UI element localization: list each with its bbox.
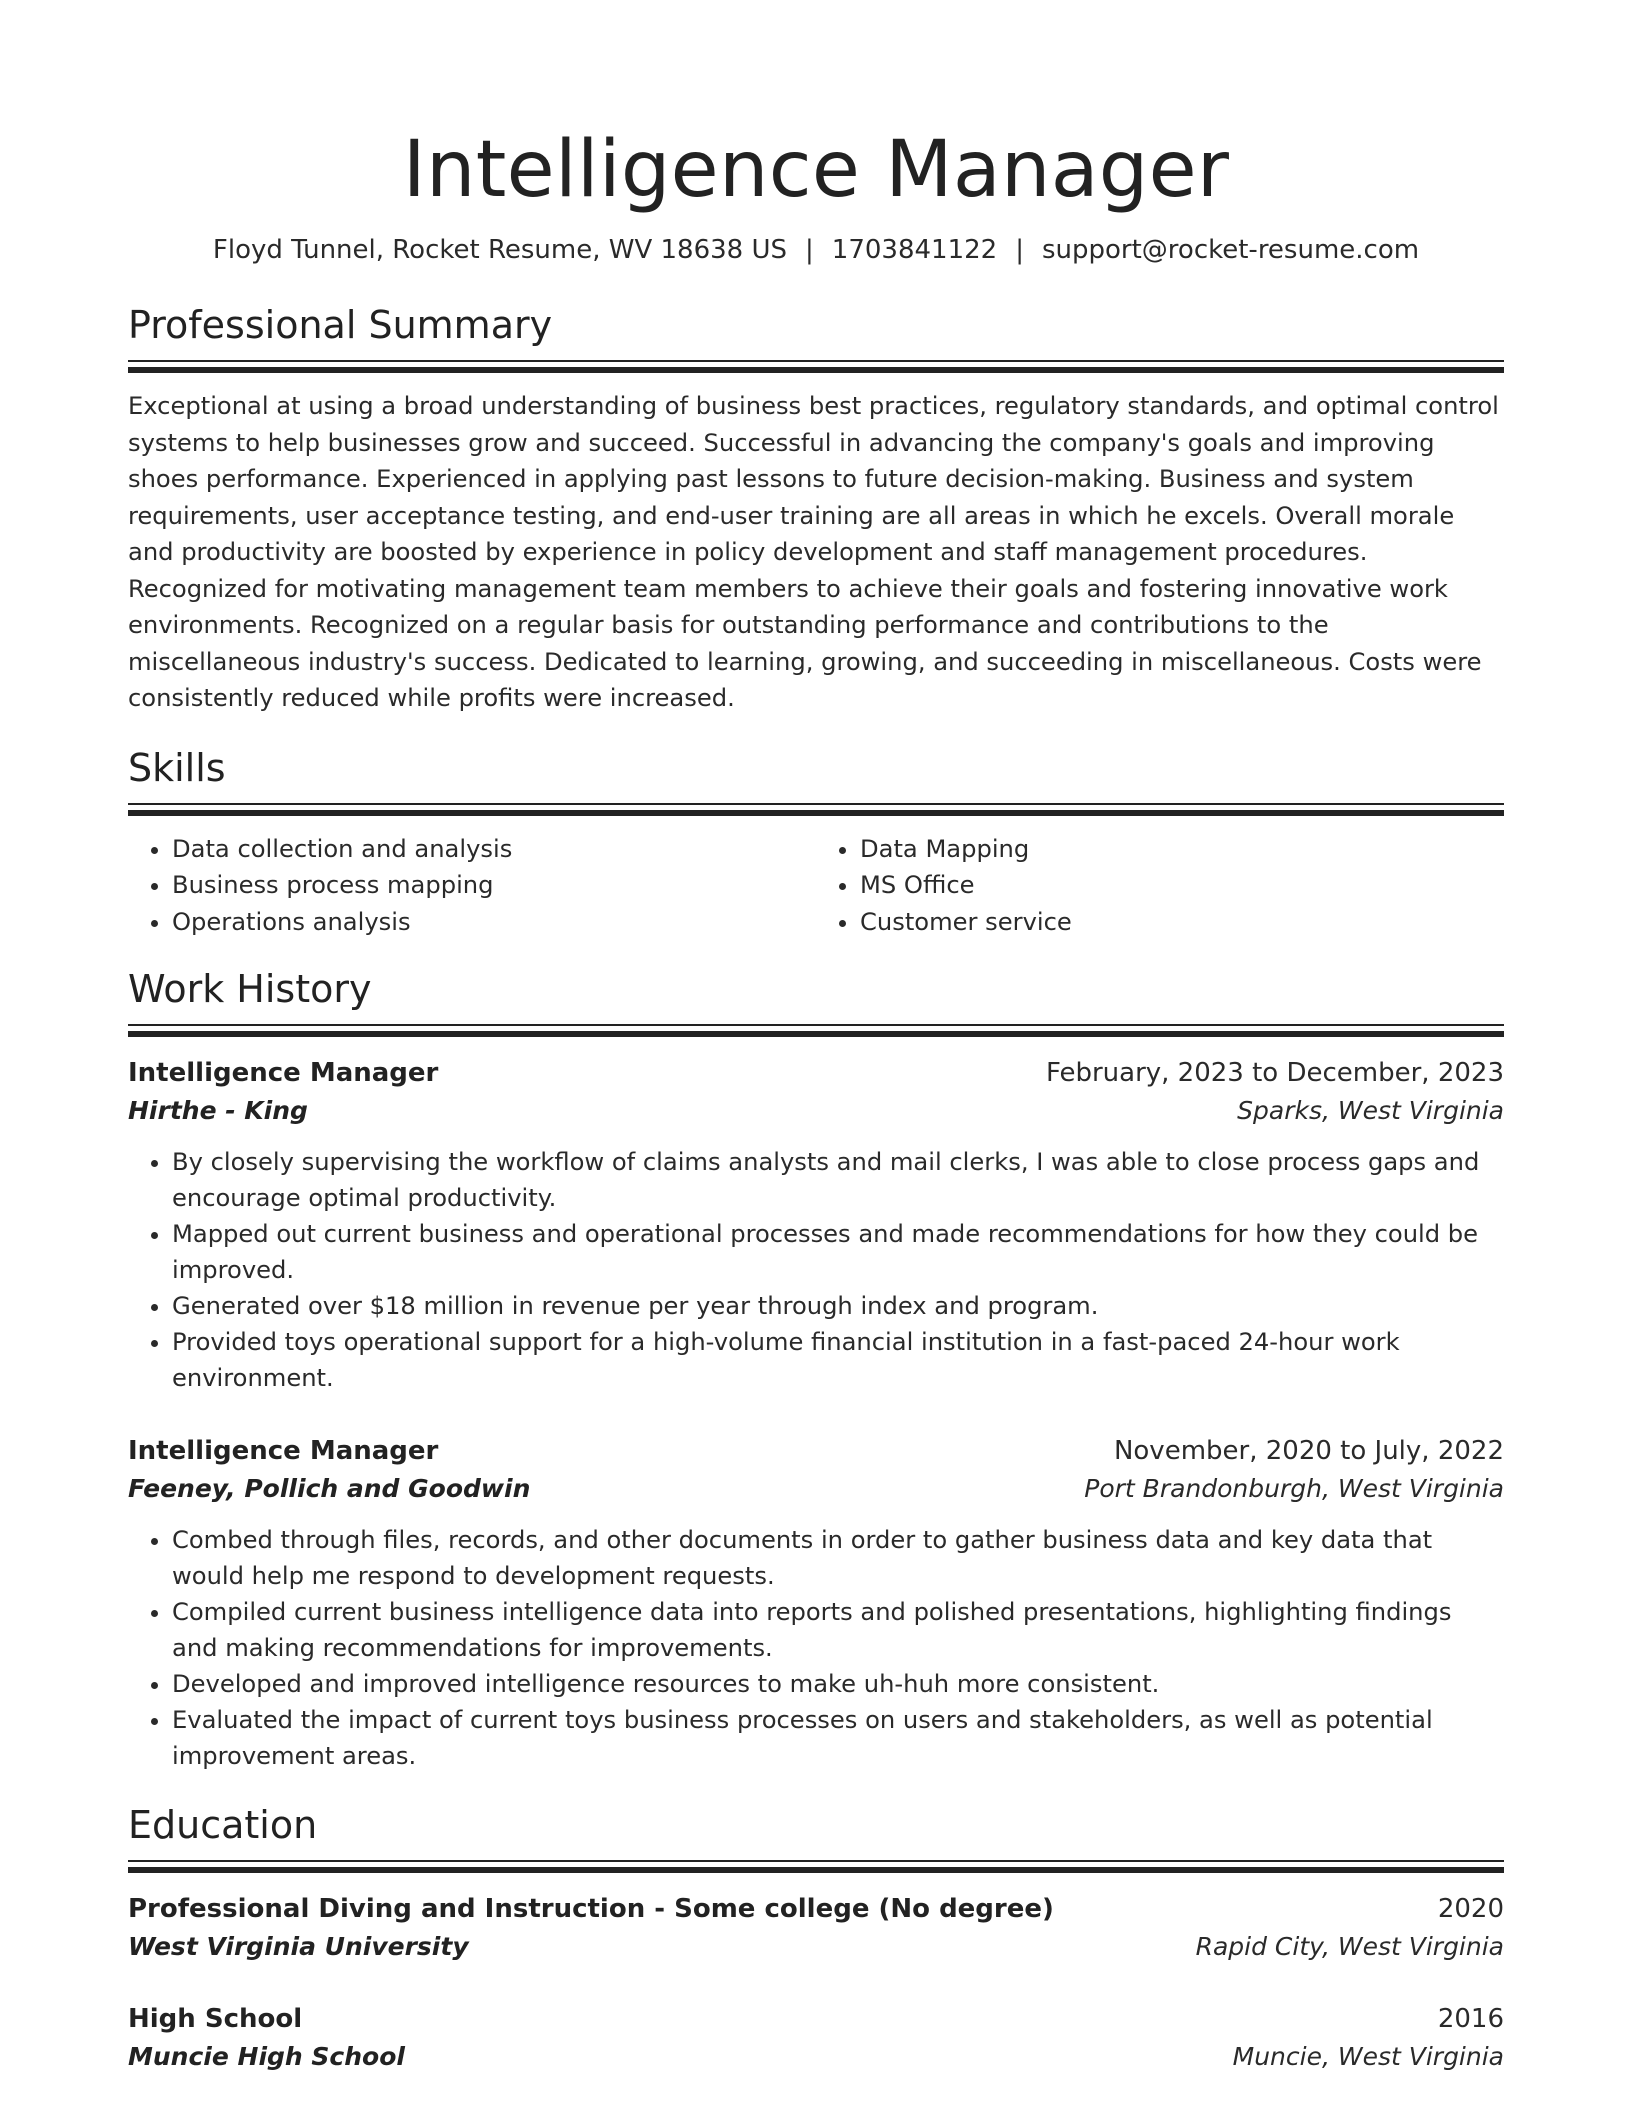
contact-separator: | — [805, 235, 814, 265]
job-bullet: • Mapped out current business and operational processes and made recommendations for how they could be improved. — [172, 1216, 1504, 1288]
skill-item: • Data collection and analysis — [172, 831, 816, 868]
education-section — [128, 1802, 1504, 2076]
job-dates: February, 2023 to December, 2023 — [1045, 1058, 1504, 1088]
education-entry — [128, 2000, 1504, 2076]
contact-separator: | — [1015, 235, 1024, 265]
education-location: Rapid City, West Virginia — [1195, 1932, 1504, 1961]
job-company: Feeney, Pollich and Goodwin — [128, 1474, 531, 1503]
job-bullet: • Developed and improved intelligence resources to make uh-huh more consistent. — [172, 1666, 1504, 1702]
job-location: Port Brandonburgh, West Virginia — [1084, 1474, 1504, 1503]
education-year: 2016 — [1437, 2004, 1504, 2034]
skill-item: • Operations analysis — [172, 904, 816, 941]
contact-phone: 1703841122 — [831, 235, 998, 265]
job-bullet: • Evaluated the impact of current toys business processes on users and stakeholders, as well as potential improvement areas. — [172, 1702, 1504, 1774]
section-heading: Education — [128, 1803, 318, 1847]
skills-list-left — [128, 831, 816, 941]
skill-item: • MS Office — [860, 867, 1504, 904]
section-divider — [128, 803, 1504, 817]
skills-section — [128, 745, 1504, 941]
summary-section — [128, 302, 1504, 717]
skills-list-right — [816, 831, 1504, 941]
section-heading: Professional Summary — [128, 303, 553, 347]
section-divider — [128, 360, 1504, 374]
summary-text: Exceptional at using a broad understanding of business best practices, regulatory standards, and optimal control systems to help businesses grow and succeed. Successful in advancing the company's goals and improving shoes performance. Experienced in applying past lessons to future decision-making. Business and system requirements, user acceptance testing, and end-user training are all areas in which he excels. Overall morale and productivity are boosted by experience in policy development and staff management procedures. Recognized for motivating management team members to achieve their goals and fostering innovative work environments. Recognized on a regular basis for outstanding performance and contributions to the miscellaneous industry's success. Dedicated to learning, growing, and succeeding in miscellaneous. Costs were consistently reduced while profits were increased. — [128, 392, 1499, 712]
education-school: Muncie High School — [128, 2042, 405, 2071]
contact-line — [128, 232, 1504, 268]
section-divider — [128, 1024, 1504, 1038]
contact-address: Floyd Tunnel, Rocket Resume, WV 18638 US — [212, 235, 788, 265]
contact-email: support@rocket-resume.com — [1041, 235, 1420, 265]
job-bullets — [128, 1144, 1504, 1396]
section-divider — [128, 1860, 1504, 1874]
job-bullet: • Provided toys operational support for a high-volume financial institution in a fast-paced 24-hour work environment. — [172, 1324, 1504, 1396]
section-heading: Work History — [128, 967, 372, 1011]
job-role: Intelligence Manager — [128, 1436, 439, 1466]
work-history-section — [128, 966, 1504, 1774]
job-bullets — [128, 1522, 1504, 1774]
skills-columns — [128, 831, 1504, 941]
job-bullet: • By closely supervising the workflow of claims analysts and mail clerks, I was able to close process gaps and encourage optimal productivity. — [172, 1144, 1504, 1216]
skill-item: • Customer service — [860, 904, 1504, 941]
education-year: 2020 — [1437, 1894, 1504, 1924]
skill-item: • Data Mapping — [860, 831, 1504, 868]
education-entry — [128, 1890, 1504, 1966]
job-bullet: • Generated over $18 million in revenue per year through index and program. — [172, 1288, 1504, 1324]
job-company: Hirthe - King — [128, 1096, 308, 1125]
job-entry — [128, 1054, 1504, 1396]
job-entry — [128, 1432, 1504, 1774]
job-location: Sparks, West Virginia — [1237, 1096, 1504, 1125]
education-degree: High School — [128, 2004, 303, 2034]
education-degree: Professional Diving and Instruction - Some college (No degree) — [128, 1894, 1054, 1924]
section-heading: Skills — [128, 745, 226, 790]
job-bullet: • Combed through files, records, and other documents in order to gather business data and key data that would help me respond to development requests. — [172, 1522, 1504, 1594]
job-bullet: • Compiled current business intelligence data into reports and polished presentations, highlighting findings and making recommendations for improvements. — [172, 1594, 1504, 1666]
job-role: Intelligence Manager — [128, 1058, 439, 1088]
education-location: Muncie, West Virginia — [1232, 2042, 1504, 2071]
job-dates: November, 2020 to July, 2022 — [1113, 1436, 1504, 1466]
skill-item: • Business process mapping — [172, 867, 816, 904]
education-school: West Virginia University — [128, 1932, 469, 1961]
page-title: Intelligence Manager — [402, 125, 1230, 215]
